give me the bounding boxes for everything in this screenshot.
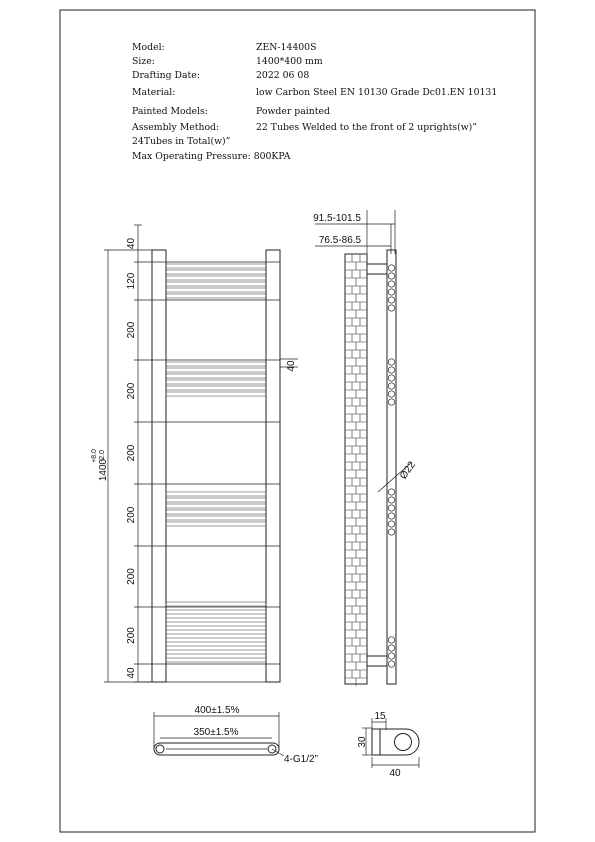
tube-circle [388,281,394,287]
date-label: Drafting Date: [132,70,200,81]
tube-circle [388,653,394,659]
tube-bar [166,658,266,662]
segment-label: 200 [126,444,137,462]
assembly-continuation: 24Tubes in Total(w)” [132,136,231,147]
segment-label: 40 [126,237,137,250]
centers-label: 350±1.5% [193,727,239,738]
tube-bar [166,626,266,630]
tube-bar [166,516,266,520]
assembly-label: Assembly Method: [132,122,220,133]
tube-bar [166,618,266,622]
tube-circle [388,367,394,373]
sheet-border [60,10,535,832]
height-tol-minus: -2.0 [99,449,106,463]
bracket-bottom-label: 40 [389,768,401,779]
bottom-view [154,705,318,765]
bracket-body [380,729,419,755]
tube-circle [388,289,394,295]
tube-circle [388,359,394,365]
size-label: Size: [132,56,155,67]
tube-circle [388,513,394,519]
model-label: Model: [132,42,165,53]
material-label: Material: [132,87,176,98]
tube-bar [166,650,266,654]
segment-label: 200 [126,506,137,524]
height-label: 1400 [98,458,109,482]
tube-bar [166,282,266,286]
model-value: ZEN-14400S [256,42,317,53]
tube-circle [388,637,394,643]
segment-label: 120 [126,272,137,290]
tube-circle [388,265,394,271]
front-view [91,225,298,682]
tube-bar [166,368,266,372]
tube-bar [166,380,266,384]
tube-bar [166,610,266,614]
segment-labels [126,238,137,679]
tube-circle [388,375,394,381]
tube-circle [388,661,394,667]
tube-circle [388,489,394,495]
wall-bricks [345,254,367,686]
tube-bar [166,642,266,646]
tube-bar [166,602,266,606]
top-bracket [367,264,387,274]
tube-bar [166,510,266,514]
tube-bar [166,294,266,298]
tube-bar [166,288,266,292]
depth-inner-label: 76.5-86.5 [318,235,362,246]
tube-circle [388,505,394,511]
date-value: 2022 06 08 [256,70,310,81]
segment-label: 40 [126,667,137,679]
tube-bar [166,270,266,274]
material-value: low Carbon Steel EN 10130 Grade Dc01.EN 10131 [256,87,498,98]
bracket-top-label: 15 [374,711,386,722]
tube-bar [166,362,266,366]
pressure-text: Max Operating Pressure: 800KPA [132,151,291,162]
segment-ticks [134,225,280,682]
gap-label: 40 [286,360,297,372]
painted-label: Painted Models: [132,106,208,117]
bracket-plate [372,729,380,755]
side-upright [387,250,396,684]
tube-circle [388,391,394,397]
tube-circle [388,645,394,651]
bracket-left-label: 30 [357,736,368,748]
tube-bar [166,492,266,496]
depth-outer-label: 91.5-101.5 [313,213,361,224]
tube-circle [388,497,394,503]
tube-circle [388,399,394,405]
tube-bar [166,498,266,502]
bottom-bracket [367,656,387,666]
tube-bar [166,392,266,396]
bracket-detail [357,711,419,779]
tube-diameter-label: Ø22 [398,459,418,482]
painted-value: Powder painted [256,106,330,117]
height-tol-plus: +8.0 [91,449,98,463]
tube-bars [166,264,266,662]
right-upright [266,250,280,682]
tube-circle [388,297,394,303]
tube-bar [166,634,266,638]
tube-bar [166,374,266,378]
segment-label: 200 [126,382,137,400]
tube-circle [388,529,394,535]
tube-bar [166,522,266,526]
tube-bar [166,386,266,390]
bracket-hole [395,734,412,751]
tube-circle [388,521,394,527]
segment-label: 200 [126,568,137,585]
side-tube-circles [388,265,394,667]
left-connection [156,745,164,753]
tube-circle [388,305,394,311]
tube-bar [166,276,266,280]
left-upright [152,250,166,682]
tube-bar [166,264,266,268]
assembly-value: 22 Tubes Welded to the front of 2 uprights(w)” [256,122,478,133]
segment-label: 200 [126,627,137,644]
tube-circle [388,383,394,389]
segment-label: 200 [126,321,137,339]
side-view [313,210,418,686]
tube-bar [166,504,266,508]
tube-circle [388,273,394,279]
size-value: 1400*400 mm [256,56,323,67]
connection-label: 4-G1/2” [284,754,318,765]
width-label: 400±1.5% [194,705,240,716]
